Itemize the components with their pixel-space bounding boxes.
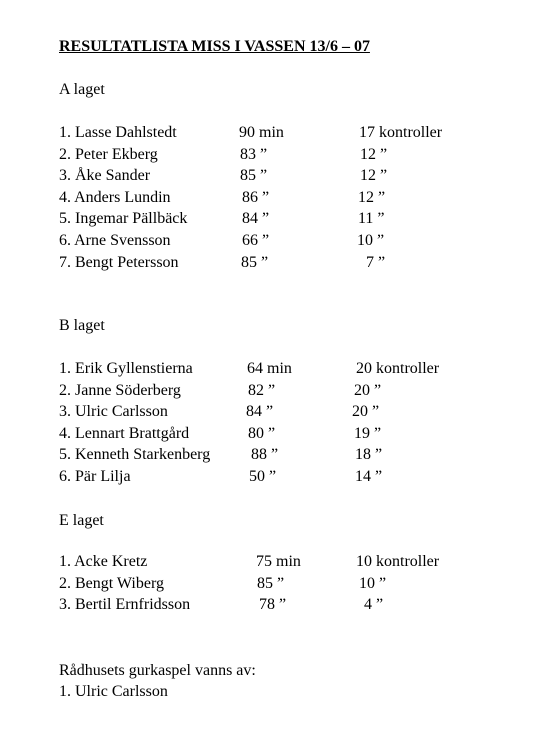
competitor-name: 7. Bengt Petersson xyxy=(59,253,179,271)
time-value: 66 ” xyxy=(242,231,270,249)
controls-value: 18 ” xyxy=(355,446,383,464)
result-row xyxy=(59,594,529,616)
competitor-name: 1. Acke Kretz xyxy=(59,553,148,570)
competitor-name: 4. Lennart Brattgård xyxy=(59,424,190,442)
competitor-name: 2. Janne Söderberg xyxy=(59,381,181,399)
time-value: 50 ” xyxy=(249,467,277,485)
result-row xyxy=(59,573,529,595)
result-row xyxy=(59,358,529,380)
competitor-name: 5. Kenneth Starkenberg xyxy=(59,446,211,464)
controls-value: 10 ” xyxy=(357,231,385,249)
result-row xyxy=(59,401,529,423)
competitor-name: 2. Peter Ekberg xyxy=(59,145,158,163)
time-value: 80 ” xyxy=(248,424,276,442)
result-row xyxy=(59,466,529,488)
result-list-e xyxy=(59,551,529,616)
result-row xyxy=(59,165,529,187)
result-row xyxy=(59,252,529,274)
controls-value: 11 ” xyxy=(358,210,385,228)
time-value: 78 ” xyxy=(259,596,287,614)
footer-winner: 1. Ulric Carlsson xyxy=(59,683,168,700)
time-value: 64 min xyxy=(247,360,292,377)
time-value: 85 ” xyxy=(241,253,269,271)
page-title: RESULTATLISTA MISS I VASSEN 13/6 – 07 xyxy=(59,38,370,55)
competitor-name: 2. Bengt Wiberg xyxy=(59,574,164,592)
result-row xyxy=(59,230,529,252)
controls-value: 7 ” xyxy=(366,253,386,271)
controls-value: 12 ” xyxy=(358,188,386,206)
result-row xyxy=(59,423,529,445)
controls-value: 17 kontroller xyxy=(359,124,443,141)
competitor-name: 6. Pär Lilja xyxy=(59,467,131,485)
controls-value: 19 ” xyxy=(354,424,382,442)
result-list-a xyxy=(59,122,529,273)
controls-value: 20 kontroller xyxy=(356,360,440,377)
time-value: 82 ” xyxy=(248,381,276,399)
time-value: 90 min xyxy=(239,124,284,141)
result-row xyxy=(59,380,529,402)
competitor-name: 1. Lasse Dahlstedt xyxy=(59,124,177,141)
competitor-name: 1. Erik Gyllenstierna xyxy=(59,360,193,377)
result-row xyxy=(59,208,529,230)
controls-value: 10 ” xyxy=(359,574,387,592)
competitor-name: 3. Ulric Carlsson xyxy=(59,403,168,421)
section-heading-b: B laget xyxy=(59,317,105,334)
time-value: 85 ” xyxy=(240,167,268,185)
controls-value: 12 ” xyxy=(360,167,388,185)
time-value: 84 ” xyxy=(246,403,274,421)
competitor-name: 3. Åke Sander xyxy=(59,167,151,185)
time-value: 84 ” xyxy=(242,210,270,228)
time-value: 85 ” xyxy=(257,574,285,592)
result-row xyxy=(59,551,529,573)
competitor-name: 6. Arne Svensson xyxy=(59,231,171,249)
time-value: 75 min xyxy=(256,553,301,570)
time-value: 83 ” xyxy=(240,145,268,163)
controls-value: 4 ” xyxy=(364,596,384,614)
competitor-name: 4. Anders Lundin xyxy=(59,188,171,206)
controls-value: 14 ” xyxy=(355,467,383,485)
result-row xyxy=(59,122,529,144)
time-value: 88 ” xyxy=(251,446,279,464)
result-row xyxy=(59,187,529,209)
section-heading-e: E laget xyxy=(59,512,104,529)
section-heading-a: A laget xyxy=(59,81,105,98)
controls-value: 12 ” xyxy=(360,145,388,163)
time-value: 86 ” xyxy=(242,188,270,206)
controls-value: 20 ” xyxy=(352,403,380,421)
result-row xyxy=(59,444,529,466)
footer-heading: Rådhusets gurkaspel vanns av: xyxy=(59,662,256,679)
result-row xyxy=(59,144,529,166)
competitor-name: 5. Ingemar Pällbäck xyxy=(59,210,188,228)
competitor-name: 3. Bertil Ernfridsson xyxy=(59,596,191,614)
result-list-b xyxy=(59,358,529,488)
controls-value: 10 kontroller xyxy=(356,553,440,570)
controls-value: 20 ” xyxy=(354,381,382,399)
